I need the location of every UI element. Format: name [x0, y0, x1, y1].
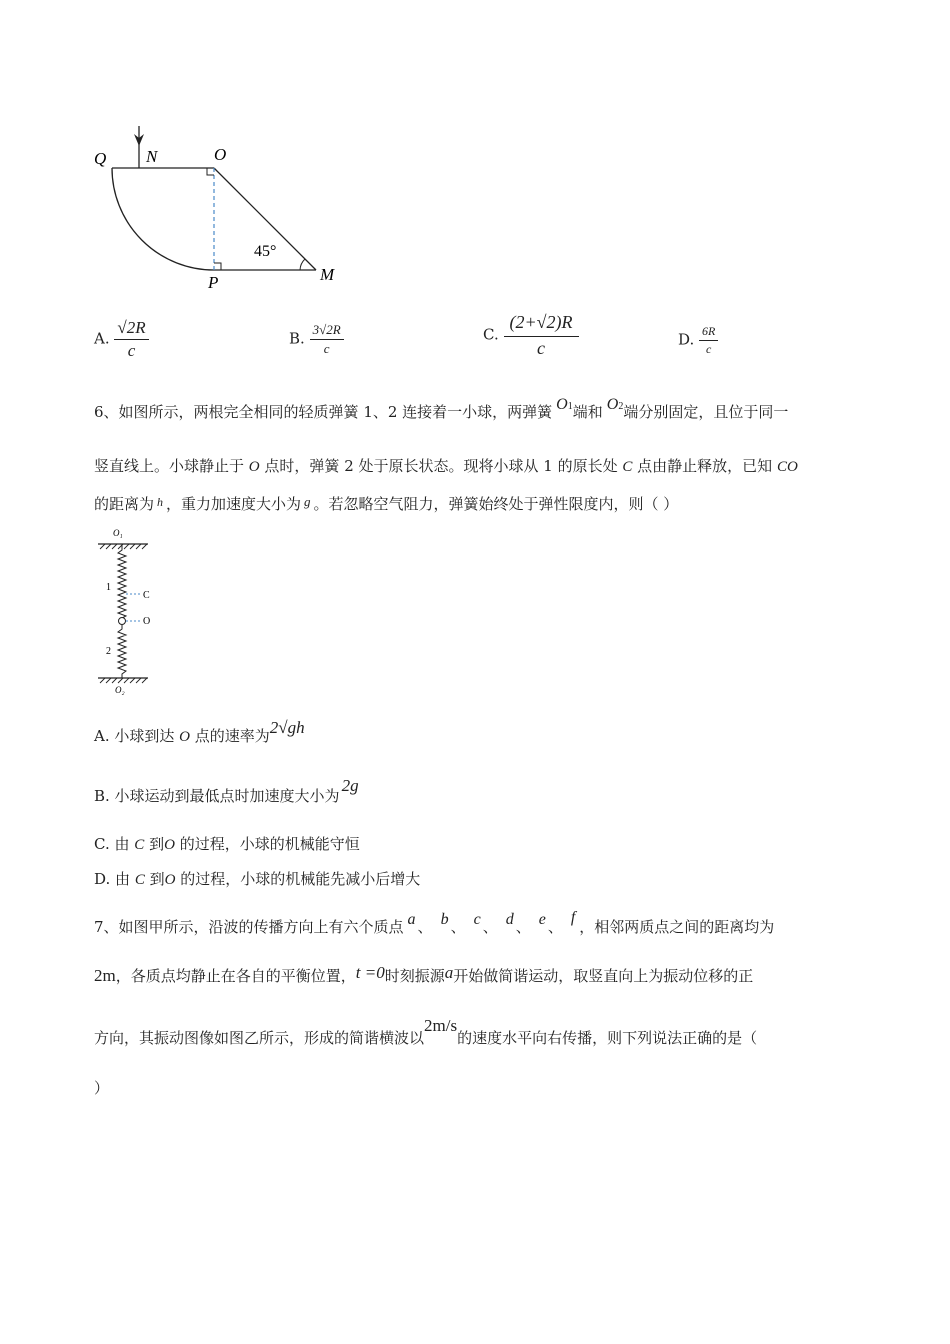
q5-b-numerator: 3√2R	[310, 322, 344, 340]
right-angle-P	[214, 263, 221, 270]
q7-line-2: 2m，各质点均静止在各自的平衡位置，t =0时刻振源a开始做简谐运动，取竖直向上为振动位移的正	[94, 963, 754, 985]
q6-line-1: 6、如图所示，两根完全相同的轻质弹簧 1、2 连接着一小球，两弹簧 O1端和 O2端分别固定，且位于同一	[94, 396, 789, 421]
q6-line-3: 的距离为 $^h$ ，重力加速度大小为 g 。若忽略空气阻力，弹簧始终处于弹性限度内，则（ ）	[94, 494, 679, 513]
q5-b-denominator: c	[323, 341, 330, 356]
q7-line-4: ）	[94, 1079, 110, 1097]
q6-figure	[96, 526, 166, 698]
q5-option-d[interactable]: D. $\frac{6R}{c}$	[678, 324, 718, 357]
fig6-label-C: C	[143, 590, 150, 601]
angle-arc-M	[300, 259, 305, 270]
label-P: P	[208, 273, 219, 292]
q6-option-c[interactable]: C. 由 C 到O 的过程，小球的机械能守恒	[94, 835, 360, 853]
label-O: O	[214, 145, 227, 164]
bottom-hatch	[100, 678, 147, 683]
q5-option-a[interactable]: A. $\frac{√2R}{c}$	[94, 318, 149, 361]
ball	[119, 618, 126, 625]
spring-1	[118, 544, 126, 618]
label-M: M	[320, 265, 335, 284]
fig6-label-O1: O₁	[113, 528, 123, 538]
spring-2	[118, 625, 126, 678]
q6-option-a[interactable]: A. 小球到达 O 点的速率为2√gh	[94, 718, 305, 745]
q6-O1: O1	[556, 396, 573, 413]
label-angle: 45°	[254, 243, 277, 260]
q5-a-denominator: c	[127, 341, 136, 360]
q6-line-2: 竖直线上。小球静止于 O 点时，弹簧 2 处于原长状态。现将小球从 1 的原长处 C 点由静止释放，已知 CO	[94, 457, 798, 475]
q6-b-math: 2g	[341, 776, 359, 795]
q5-d-denominator: c	[706, 342, 712, 356]
q5-option-b[interactable]: B. $\frac{3√2R}{c}$	[289, 322, 344, 357]
label-Q: Q	[94, 149, 107, 168]
q5-c-numerator: (2+√2)R	[504, 312, 579, 337]
arc-QP	[112, 168, 214, 270]
q5-d-numerator: 6R	[699, 324, 718, 341]
q7-line-1: 7、如图甲所示，沿波的传播方向上有六个质点 a 、 b 、 c 、 d 、 e 、f，相邻两质点之间的距离均为	[94, 909, 775, 936]
q6-option-b[interactable]: B. 小球运动到最低点时加速度大小为2g	[94, 776, 359, 805]
q5-option-c[interactable]: C. $\frac{(2+√2)R}{c}$	[483, 312, 579, 359]
q6-option-d[interactable]: D. 由 C 到O 的过程，小球的机械能先减小后增大	[94, 870, 421, 888]
right-angle-O	[207, 168, 214, 175]
q7-line-3: 方向，其振动图像如图乙所示，形成的简谐横波以2m/s的速度水平向右传播，则下列说法正确的是（	[94, 1016, 758, 1047]
fig6-label-1: 1	[106, 582, 111, 593]
q6-a-math: 2√gh	[269, 718, 305, 737]
label-N: N	[146, 147, 158, 166]
fig6-label-O: O	[143, 616, 151, 627]
q5-figure	[88, 120, 358, 295]
q5-a-numerator: √2R	[114, 318, 148, 340]
fig6-label-2: 2	[106, 646, 111, 657]
top-hatch	[100, 544, 147, 549]
q6-O2: O2	[606, 396, 624, 413]
q5-c-denominator: c	[537, 338, 545, 358]
fig6-label-O2: O₂	[115, 685, 125, 695]
